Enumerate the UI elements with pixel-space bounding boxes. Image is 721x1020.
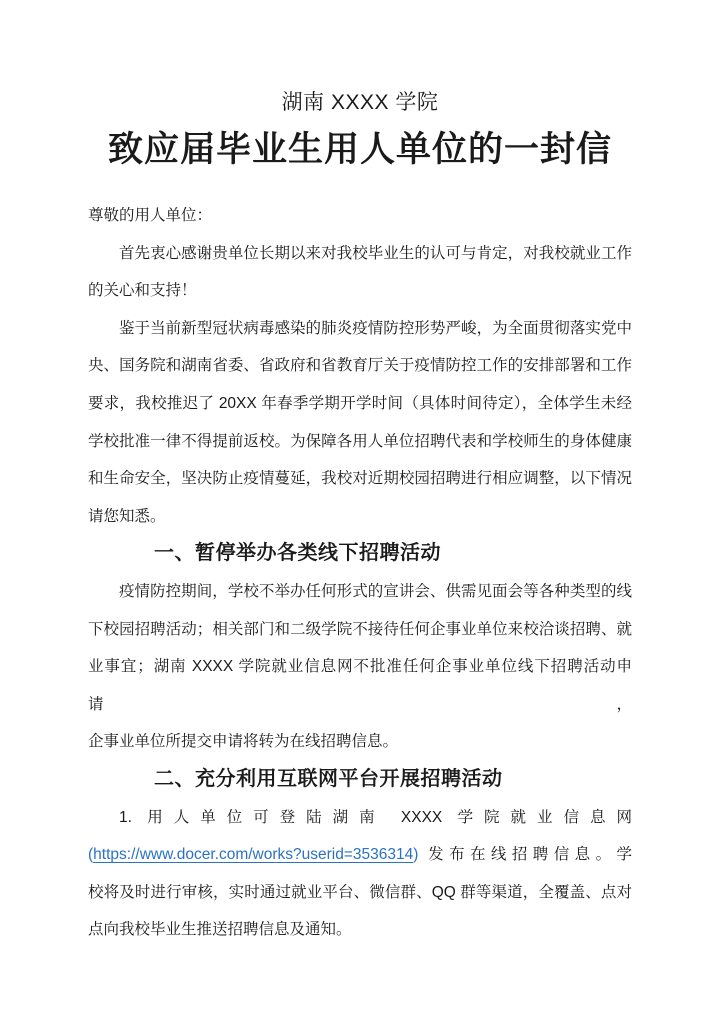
text-line: 首先衷心感谢贵单位长期以来对我校毕业生的认可与肯定，对我校就业工作 <box>119 244 632 262</box>
text-line: 央、国务院和湖南省委、省政府和省教育厅关于疫情防控工作的安排部署和工作 <box>88 357 632 375</box>
text-line: 学校批准一律不得提前返校。为保障各用人单位招聘代表和学校师生的身体健康 <box>88 432 632 450</box>
salutation: 尊敬的用人单位： <box>88 207 213 224</box>
link-paren: ) <box>413 846 419 864</box>
text-line: 的关心和支持！ <box>88 282 197 300</box>
link-paren: ( <box>88 846 94 864</box>
text-line: 请您知悉。 <box>88 507 166 525</box>
text-line: 企事业单位所提交申请将转为在线招聘信息。 <box>88 733 399 751</box>
employment-site-link[interactable]: https://www.docer.com/works?userid=3536314 <box>93 846 414 864</box>
text-line: 下校园招聘活动；相关部门和二级学院不接待任何企事业单位来校洽谈招聘、就 <box>88 620 632 638</box>
letter-title: 致应届毕业生用人单位的一封信 <box>107 130 612 169</box>
section-heading: 二、充分利用互联网平台开展招聘活动 <box>154 767 503 790</box>
text-line: 要求，我校推迟了 20XX 年春季学期开学时间（具体时间待定），全体学生未经 <box>88 394 632 412</box>
text-run: 发布在线招聘信息。学 <box>418 846 632 864</box>
text-line: 点向我校毕业生推送招聘信息及通知。 <box>88 921 352 939</box>
text-line: 鉴于当前新型冠状病毒感染的肺炎疫情防控形势严峻，为全面贯彻落实党中 <box>119 319 632 337</box>
text-line: 和生命安全，坚决防止疫情蔓延，我校对近期校园招聘进行相应调整，以下情况 <box>88 470 632 488</box>
school-name: 湖南 XXXX 学院 <box>281 91 439 114</box>
text-line: 校将及时进行审核，实时通过就业平台、微信群、QQ 群等渠道，全覆盖、点对 <box>88 883 632 901</box>
section-heading: 一、暂停举办各类线下招聘活动 <box>154 542 441 565</box>
text-line <box>88 836 632 874</box>
letter-content <box>88 197 632 949</box>
text-line: 业事宜；湖南 XXXX 学院就业信息网不批准任何企事业单位线下招聘活动申请， <box>88 658 632 713</box>
text-line: 疫情防控期间，学校不举办任何形式的宣讲会、供需见面会等各种类型的线 <box>119 582 632 600</box>
text-line: 1. 用人单位可登陆湖南 XXXX 学院就业信息网 <box>119 808 632 826</box>
